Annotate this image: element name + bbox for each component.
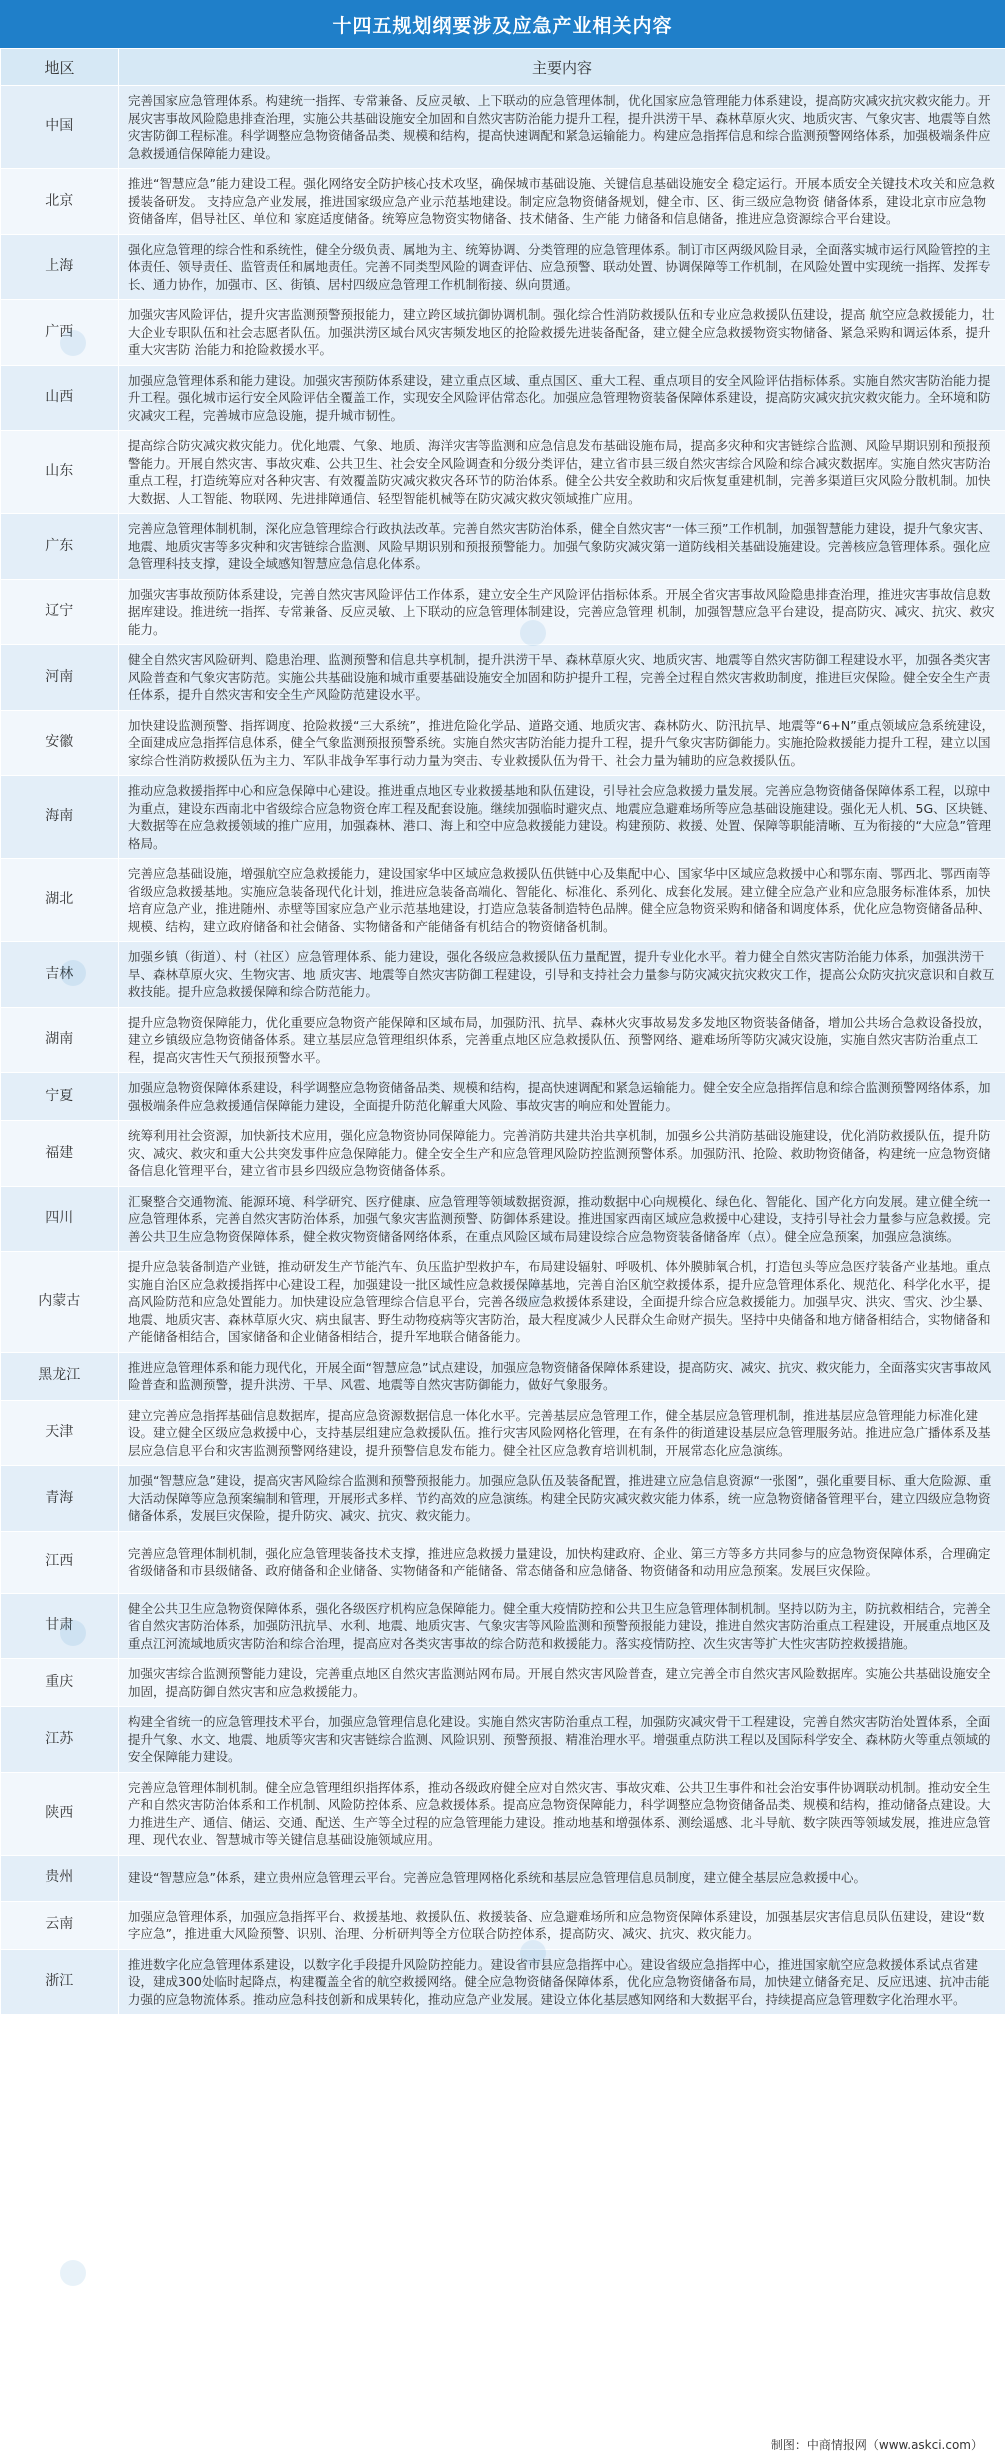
content-cell: 完善应急基础设施，增强航空应急救援能力，建设国家华中区域应急救援队伍供链中心及集配中心、国家华中区域应急救援中心和鄂东南、鄂西北、鄂西南等省级应急救援基地。实施应急装备现代化计划，推进应急装备高端化、智能化、标准化、系列化、成套化发展。建立健全应急产业和应急服务标准体系，加快培育应急产业，推进随州、赤壁等国家应急产业示范基地建设，打造应急装备制造特色品牌。健全应急物资采购和储备和调度体系，优化应急物资储备品种、规模、结构，建立政府储备和社会储备、实物储备和产能储备有机结合的物资储备机制。 bbox=[119, 859, 1005, 942]
table-row bbox=[1, 169, 1005, 235]
table-row bbox=[1, 300, 1005, 366]
content-cell: 构建全省统一的应急管理技术平台，加强应急管理信息化建设。实施自然灾害防治重点工程，加强防灾减灾骨干工程建设，完善自然灾害防治处置体系，全面提升气象、水文、地震、地质等灾害和灾害链综合监测、风险识别、预警预报、精准治理水平。增强重点防洪工程以及国际科学安全、森林防火等重点领域的安全保障能力建设。 bbox=[119, 1707, 1005, 1773]
content-cell: 推进“智慧应急”能力建设工程。强化网络安全防护核心技术攻坚，确保城市基础设施、关键信息基础设施安全 稳定运行。开展本质安全关键技术攻关和应急救援装备研发。 支持应急产业发展，推进国家级应急产业示范基地建设。制定应急物资储备规划，健全市、区、街三级应急物资 储备体系，建设北京市应急物资储备库，倡导社区、单位和 家庭适度储备。统筹应急物资实物储备、技术储备、生产能 力储备和信息储备，推进应急资源综合平台建设。 bbox=[119, 169, 1005, 235]
region-cell: 广西 bbox=[1, 300, 119, 366]
content-cell: 汇聚整合交通物流、能源环境、科学研究、医疗健康、应急管理等领域数据资源，推动数据中心向规模化、绿色化、智能化、国产化方向发展。建立健全统一应急管理体系，完善自然灾害防治体系，加强气象灾害监测预警、防御体系建设。推进国家西南区域应急救援中心建设，支持引导社会力量参与应急救援。完善公共卫生应急物资保障体系，健全救灾物资储备网络体系，在重点风险区域布局建设综合应急物资装备储备库（点）。健全应急预案，加强应急演练。 bbox=[119, 1186, 1005, 1252]
content-cell: 完善应急管理体制机制。健全应急管理组织指挥体系，推动各级政府健全应对自然灾害、事故灾难、公共卫生事件和社会治安事件协调联动机制。推动安全生产和自然灾害防治体系和工作机制、风险防控体系、应急救援体系。提高应急物资保障能力，科学调整应急物资储备品类、规模和结构，推动储备点建设。大力推进生产、通信、储运、交通、配送、生产等全过程的应急管理能力建设。推动地基和增强体系、测绘遥感、北斗导航、数字陕西等领域发展，推进应急管理、现代农业、智慧城市等关键信息基础设施领域应用。 bbox=[119, 1772, 1005, 1855]
region-cell: 山西 bbox=[1, 365, 119, 431]
region-cell: 辽宁 bbox=[1, 579, 119, 645]
table-row bbox=[1, 1073, 1005, 1121]
region-cell: 贵州 bbox=[1, 1855, 119, 1901]
header-region: 地区 bbox=[1, 49, 119, 86]
region-cell: 江西 bbox=[1, 1531, 119, 1593]
content-cell: 提高综合防灾减灾救灾能力。优化地震、气象、地质、海洋灾害等监测和应急信息发布基础设施布局，提高多灾种和灾害链综合监测、风险早期识别和预报预警能力。开展自然灾害、事故灾难、公共卫生、社会安全风险调查和分级分类评估，建立省市县三级自然灾害综合风险和综合减灾数据库。实施自然灾害防治重点工程，打造统筹应对各种灾害、有效覆盖防灾减灾救灾各环节的防治体系。健全公共安全救助和灾后恢复重建机制，完善多渠道巨灾风险分散机制。加快大数据、人工智能、物联网、先进排障通信、轻型智能机械等在防灾减灾救灾领域推广应用。 bbox=[119, 431, 1005, 514]
region-cell: 甘肃 bbox=[1, 1593, 119, 1659]
table-row bbox=[1, 1121, 1005, 1187]
content-cell: 推动应急救援指挥中心和应急保障中心建设。推进重点地区专业救援基地和队伍建设，引导社会应急救援力量发展。完善应急物资储备保障体系工程，以琼中为重点，建设东西南北中省级综合应急物资仓库工程及配套设施。继续加强临时避灾点、地震应急避难场所等应急基础设施建设。强化无人机、5G、区块链、大数据等在应急救援领域的推广应用，加强森林、港口、海上和空中应急救援能力建设。构建预防、救援、处置、保障等职能清晰、互为衔接的“大应急”管理格局。 bbox=[119, 776, 1005, 859]
table-row bbox=[1, 1772, 1005, 1855]
content-cell: 加快建设监测预警、指挥调度、抢险救援“三大系统”，推进危险化学品、道路交通、地质灾害、森林防火、防汛抗旱、地震等“6+N”重点领域应急系统建设，全面建成应急指挥信息体系，健全气象监测预报预警系统。实施自然灾害防治能力提升工程，提升气象灾害防御能力。实施抢险救援能力提升工程，建立以国家综合性消防救援队伍为主力、军队非战争军事行动力量为突击、专业救援队伍为骨干、社会力量为辅助的应急救援队伍。 bbox=[119, 710, 1005, 776]
content-cell: 加强应急管理体系，加强应急指挥平台、救援基地、救援队伍、救援装备、应急避难场所和应急物资保障体系建设，加强基层灾害信息员队伍建设，建设“数字应急”，推进重大风险预警、识别、治理、分析研判等全方位联合防控体系，提高防灾、减灾、抗灾、救灾能力。 bbox=[119, 1901, 1005, 1949]
region-cell: 四川 bbox=[1, 1186, 119, 1252]
content-cell: 加强应急管理体系和能力建设。加强灾害预防体系建设，建立重点区域、重点国区、重大工程、重点项目的安全风险评估指标体系。实施自然灾害防治能力提升工程。强化城市运行安全风险评估全覆盖工作，实现安全风险评估常态化。加强应急管理物资装备保障体系建设，提高防灾减灾抗灾救灾能力。全环境和防灾减灾工程，完善城市应急设施，提升城市韧性。 bbox=[119, 365, 1005, 431]
table-row bbox=[1, 234, 1005, 300]
header-content: 主要内容 bbox=[119, 49, 1005, 86]
table-row bbox=[1, 1659, 1005, 1707]
table-row bbox=[1, 1252, 1005, 1353]
content-cell: 推进应急管理体系和能力现代化，开展全面“智慧应急”试点建设，加强应急物资储备保障体系建设，提高防灾、减灾、抗灾、救灾能力，全面落实灾害事故风险普查和监测预警，提升洪涝、干旱、风雹、地震等自然灾害防御能力，做好气象服务。 bbox=[119, 1352, 1005, 1400]
region-cell: 湖南 bbox=[1, 1007, 119, 1073]
content-cell: 加强应急物资保障体系建设，科学调整应急物资储备品类、规模和结构，提高快速调配和紧急运输能力。健全安全应急指挥信息和综合监测预警网络体系，加强极端条件应急救援通信保障能力建设，全面提升防范化解重大风险、事故灾害的响应和处置能力。 bbox=[119, 1073, 1005, 1121]
region-cell: 山东 bbox=[1, 431, 119, 514]
content-cell: 强化应急管理的综合性和系统性，健全分级负责、属地为主、统筹协调、分类管理的应急管理体系。制订市区两级风险目录，全面落实城市运行风险管控的主体责任、领导责任、监管责任和属地责任。完善不同类型风险的调查评估、应急预警、联动处置、协调保障等工作机制，在风险处置中实现统一指挥、发挥专长、通力协作，加强市、区、街镇、居村四级应急管理工作机制衔接、纵向贯通。 bbox=[119, 234, 1005, 300]
region-cell: 广东 bbox=[1, 514, 119, 580]
table-row bbox=[1, 1186, 1005, 1252]
content-cell: 完善国家应急管理体系。构建统一指挥、专常兼备、反应灵敏、上下联动的应急管理体制，优化国家应急管理能力体系建设，提高防灾减灾抗灾救灾能力。开展灾害事故风险隐患排查治理，实施公共基础设施安全加固和自然灾害防治能力提升工程，提升洪涝干旱、森林草原火灾、地质灾害、气象灾害、地震等自然灾害防御工程标准。科学调整应急物资储备品类、规模和结构，提高快速调配和紧急运输能力。构建应急指挥信息和综合监测预警网络体系，加强极端条件应急救援通信保障能力建设。 bbox=[119, 86, 1005, 169]
region-cell: 江苏 bbox=[1, 1707, 119, 1773]
content-cell: 提升应急物资保障能力，优化重要应急物资产能保障和区域布局，加强防汛、抗旱、森林火灾事故易发多发地区物资装备储备，增加公共场合急救设备投放，建立乡镇级应急物资储备体系。建立基层应急管理组织体系，完善重点地区应急救援队伍、预警网络、避难场所等防灾减灾设施，实施自然灾害防治重点工程，提高灾害性天气预报预警水平。 bbox=[119, 1007, 1005, 1073]
region-cell: 上海 bbox=[1, 234, 119, 300]
table-header-row bbox=[1, 49, 1005, 86]
table-row bbox=[1, 1901, 1005, 1949]
table-row bbox=[1, 1352, 1005, 1400]
content-cell: 加强灾害风险评估，提升灾害监测预警预报能力，建立跨区域抗御协调机制。强化综合性消防救援队伍和专业应急救援队伍建设，提高 航空应急救援能力，壮大企业专职队伍和社会志愿者队伍。加强洪涝区域台风灾害频发地区的抢险救援先进装备配备，建立健全应急救援物资实物储备、紧急采购和调运体系，提升重大灾害防 治能力和抢险救援水平。 bbox=[119, 300, 1005, 366]
region-cell: 天津 bbox=[1, 1400, 119, 1466]
table-row bbox=[1, 1707, 1005, 1773]
content-cell: 推进数字化应急管理体系建设，以数字化手段提升风险防控能力。建设省市县应急指挥中心。建设省级应急指挥中心，推进国家航空应急救援体系试点省建设，建成300处临时起降点，构建覆盖全省的航空救援网络。健全应急物资储备保障体系，优化应急物资储备布局，加快建立储备充足、反应迅速、抗冲击能力强的应急物流体系。推动应急科技创新和成果转化，推动应急产业发展。建设立体化基层感知网络和大数据平台，持续提高应急管理数字化治理水平。 bbox=[119, 1949, 1005, 2015]
table-row bbox=[1, 1007, 1005, 1073]
table-row bbox=[1, 710, 1005, 776]
page-title: 十四五规划纲要涉及应急产业相关内容 bbox=[0, 0, 1005, 48]
table-row bbox=[1, 776, 1005, 859]
region-cell: 海南 bbox=[1, 776, 119, 859]
region-cell: 陕西 bbox=[1, 1772, 119, 1855]
content-cell: 加强灾害事故预防体系建设，完善自然灾害风险评估工作体系，建立安全生产风险评估指标体系。开展全省灾害事故风险隐患排查治理，推进灾害事故信息数据库建设。推进统一指挥、专常兼备、反应灵敏、上下联动的应急管理体制建设，完善应急管理 机制，加强智慧应急平台建设，提高防灾、减灾、抗灾、救灾能力。 bbox=[119, 579, 1005, 645]
table-row bbox=[1, 1855, 1005, 1901]
content-cell: 完善应急管理体制机制，强化应急管理装备技术支撑，推进应急救援力量建设，加快构建政府、企业、第三方等多方共同参与的应急物资保障体系，合理确定省级储备和市县级储备、政府储备和企业储备、实物储备和产能储备、常态储备和应急储备、物资储备和动用应急预案。发展巨灾保险。 bbox=[119, 1531, 1005, 1593]
content-cell: 加强乡镇（街道）、村（社区）应急管理体系、能力建设，强化各级应急救援队伍力量配置，提升专业化水平。着力健全自然灾害防治能力体系，加强洪涝干旱、森林草原火灾、生物灾害、地 质灾害、地震等自然灾害防御工程建设，引导和支持社会力量参与防灾减灾抗灾救灾工作，提高公众防灾抗灾意识和自救互救技能。提升应急救援保障和综合防范能力。 bbox=[119, 942, 1005, 1008]
region-cell: 重庆 bbox=[1, 1659, 119, 1707]
region-cell: 内蒙古 bbox=[1, 1252, 119, 1353]
source-credit: 制图：中商情报网（www.askci.com） bbox=[770, 2438, 983, 2452]
content-cell: 建设“智慧应急”体系，建立贵州应急管理云平台。完善应急管理网格化系统和基层应急管理信息员制度，建立健全基层应急救援中心。 bbox=[119, 1855, 1005, 1901]
region-cell: 宁夏 bbox=[1, 1073, 119, 1121]
table-body bbox=[1, 86, 1005, 2015]
content-cell: 加强“智慧应急”建设，提高灾害风险综合监测和预警预报能力。加强应急队伍及装备配置，推进建立应急信息资源“一张图”，强化重要目标、重大危险源、重大活动保障等应急预案编制和管理，开展形式多样、节约高效的应急演练。构建全民防灾减灾救灾能力体系，统一应急物资储备管理平台，建立四级应急物资储备体系，发展巨灾保险，提升防灾、减灾、抗灾、救灾能力。 bbox=[119, 1466, 1005, 1532]
watermark-logo-icon bbox=[60, 2260, 86, 2286]
table-row bbox=[1, 645, 1005, 711]
region-cell: 福建 bbox=[1, 1121, 119, 1187]
table-row bbox=[1, 1466, 1005, 1532]
table-row bbox=[1, 365, 1005, 431]
content-cell: 完善应急管理体制机制，深化应急管理综合行政执法改革。完善自然灾害防治体系，健全自然灾害“一体三预”工作机制，加强智慧能力建设，提升气象灾害、地震、地质灾害等多灾种和灾害链综合监测、风险早期识别和预报预警能力。加强气象防灾减灾第一道防线相关基础设施建设。完善核应急管理体系。强化应急管理科技支撑，建设全域感知智慧应急信息化体系。 bbox=[119, 514, 1005, 580]
content-cell: 健全自然灾害风险研判、隐患治理、监测预警和信息共享机制，提升洪涝干旱、森林草原火灾、地质灾害、地震等自然灾害防御工程建设水平，加强各类灾害风险普查和气象灾害防范。实施公共基础设施和城市重要基础设施安全加固和防护提升工程，完善全过程自然灾害救助制度，推进巨灾保险。健全安全生产责任体系，提升自然灾害和安全生产风险防范建设水平。 bbox=[119, 645, 1005, 711]
region-cell: 吉林 bbox=[1, 942, 119, 1008]
policy-table bbox=[0, 48, 1005, 2015]
region-cell: 河南 bbox=[1, 645, 119, 711]
table-row bbox=[1, 579, 1005, 645]
table-row bbox=[1, 859, 1005, 942]
table-row bbox=[1, 1949, 1005, 2015]
region-cell: 安徽 bbox=[1, 710, 119, 776]
region-cell: 云南 bbox=[1, 1901, 119, 1949]
table-row bbox=[1, 1531, 1005, 1593]
content-cell: 健全公共卫生应急物资保障体系，强化各级医疗机构应急保障能力。健全重大疫情防控和公共卫生应急管理体制机制。坚持以防为主，防抗救相结合，完善全省自然灾害防治体系，加强防汛抗旱、水利、地震、地质灾害、气象灾害等风险监测和预警预报能力建设，推进自然灾害防治重点工程建设，开展重点地区及重点江河流域地质灾害防治和综合治理，提高应对各类灾害事故的综合防范和救援能力。落实疫情防控、次生灾害等扩大性灾害防控救援措施。 bbox=[119, 1593, 1005, 1659]
table-row bbox=[1, 942, 1005, 1008]
region-cell: 青海 bbox=[1, 1466, 119, 1532]
table-row bbox=[1, 1593, 1005, 1659]
region-cell: 浙江 bbox=[1, 1949, 119, 2015]
region-cell: 黑龙江 bbox=[1, 1352, 119, 1400]
table-row bbox=[1, 86, 1005, 169]
content-cell: 统筹利用社会资源，加快新技术应用，强化应急物资协同保障能力。完善消防共建共治共享机制，加强乡公共消防基础设施建设，优化消防救援队伍，提升防灾、减灾、救灾和重大公共突发事件应急保障能力。健全安全生产和应急管理风险防控监测预警体系。加强防汛、抢险、救助物资储备，构建统一应急物资储备信息化管理平台，建立省市县乡四级应急物资储备体系。 bbox=[119, 1121, 1005, 1187]
content-cell: 建立完善应急指挥基础信息数据库，提高应急资源数据信息一体化水平。完善基层应急管理工作，健全基层应急管理机制，推进基层应急管理能力标准化建设。建立健全区级应急救援中心，支持基层组建应急救援队伍。推行灾害风险网格化管理，在有条件的街道建设基层应急管理服务站。推进应急广播体系及基层应急信息平台和灾害监测预警网络建设，提升预警信息发布能力。健全社区应急教育培训机制，开展常态化应急演练。 bbox=[119, 1400, 1005, 1466]
region-cell: 中国 bbox=[1, 86, 119, 169]
region-cell: 湖北 bbox=[1, 859, 119, 942]
table-row bbox=[1, 431, 1005, 514]
table-row bbox=[1, 1400, 1005, 1466]
content-cell: 提升应急装备制造产业链，推动研发生产节能汽车、负压监护型救护车，布局建设辐射、呼吸机、体外膜肺氧合机，打造包头等应急医疗装备产业基地。重点实施自治区应急救援指挥中心建设工程，加强建设一批区域性应急救援保障基地，完善自治区航空救援体系，提升应急管理体系化、规范化、科学化水平，提高风险防范和应急处置能力。加快建设应急管理综合信息平台，完善各级应急救援体系建设，全面提升综合应急救援能力。加强旱灾、洪灾、雪灾、沙尘暴、地震、地质灾害、森林草原火灾、病虫鼠害、野生动物疫病等灾害防治，最大程度减少人民群众生命财产损失。坚持中央储备和地方储备相结合，实物储备和产能储备相结合，国家储备和企业储备相结合，提升军地联合储备能力。 bbox=[119, 1252, 1005, 1353]
region-cell: 北京 bbox=[1, 169, 119, 235]
table-row bbox=[1, 514, 1005, 580]
content-cell: 加强灾害综合监测预警能力建设，完善重点地区自然灾害监测站网布局。开展自然灾害风险普查，建立完善全市自然灾害风险数据库。实施公共基础设施安全加固，提高防御自然灾害和应急救援能力。 bbox=[119, 1659, 1005, 1707]
